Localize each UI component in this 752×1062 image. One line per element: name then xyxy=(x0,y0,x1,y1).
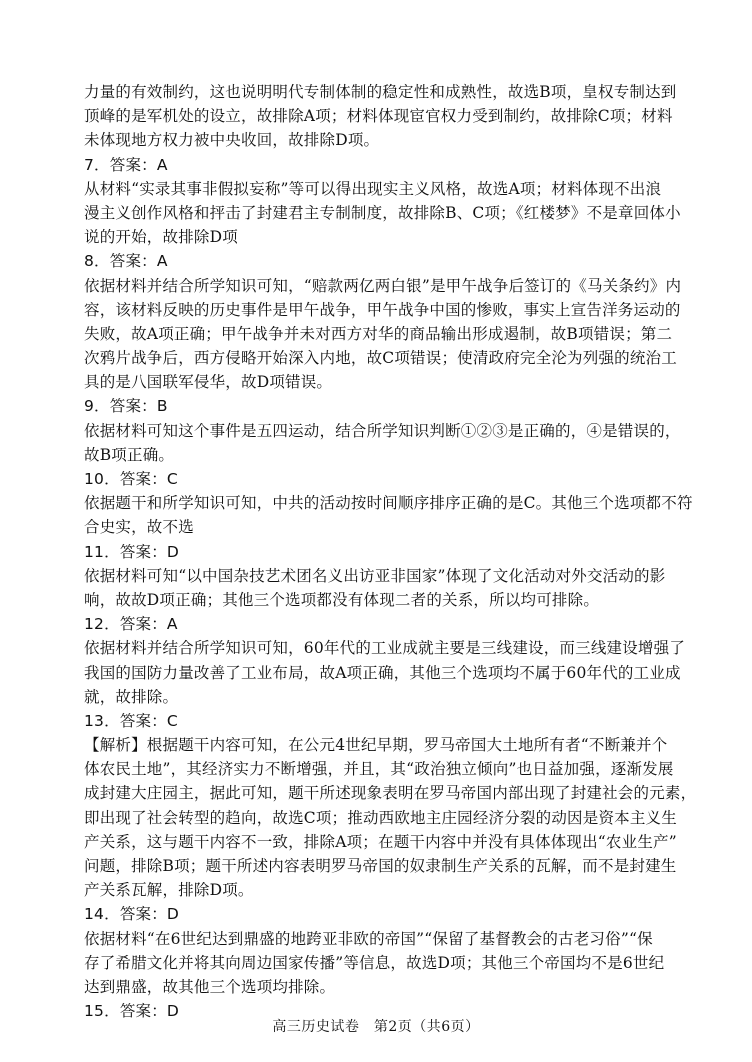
answer-heading: 10．答案：C xyxy=(84,470,178,488)
text-line: 具的是八国联军侵华，故D项错误。 xyxy=(84,373,333,392)
text-line: 合史实，故不选 xyxy=(84,518,194,537)
text-line: 依据材料可知这个事件是五四运动，结合所学知识判断①②③是正确的，④是错误的， xyxy=(84,421,681,440)
text-line: 未体现地方权力被中央收回，故排除D项。 xyxy=(84,131,380,150)
answer-heading: 14．答案：D xyxy=(84,905,180,924)
text-line: 依据材料“在6世纪达到鼎盛的地跨亚非欧的帝国”“保留了基督教会的古老习俗”“保 xyxy=(84,929,653,948)
text-line: 我国的国防力量改善了工业布局，故A项正确，其他三个选项均不属于60年代的工业成 xyxy=(84,663,681,682)
text-line: 依据题干和所学知识可知，中共的活动按时间顺序排序正确的是C。其他三个选项都不符 xyxy=(84,494,693,513)
text-line: 即出现了社会转型的趋向，故选C项；推动西欧地主庄园经济分裂的动因是资本主义生 xyxy=(84,808,677,827)
text-line: 依据材料可知“以中国杂技艺术团名义出访亚非国家”体现了文化活动对外交活动的影 xyxy=(84,566,666,585)
text-line: 体农民土地”，其经济实力不断增强，并且，其“政治独立倾向”也日益加强，逐渐发展 xyxy=(84,760,674,779)
answer-explanations xyxy=(84,80,697,1023)
text-line: 漫主义创作风格和抨击了封建君主专制制度，故排除B、C项；《红楼梦》不是章回体小 xyxy=(84,203,681,222)
text-line: 存了希腊文化并将其向周边国家传播”等信息，故选D项；其他三个帝国均不是6世纪 xyxy=(84,953,665,972)
text-line: 达到鼎盛，故其他三个选项均排除。 xyxy=(84,977,336,996)
text-line: 顶峰的是军机处的设立，故排除A项；材料体现宦官权力受到制约，故排除C项；材料 xyxy=(84,107,673,126)
text-line: 力量的有效制约，这也说明明代专制体制的稳定性和成熟性，故选B项，皇权专制达到 xyxy=(84,83,677,101)
answer-heading: 12．答案：A xyxy=(84,615,178,634)
text-line: 依据材料并结合所学知识可知，60年代的工业成就主要是三线建设，而三线建设增强了 xyxy=(84,639,686,658)
text-line: 产关系瓦解，排除D项。 xyxy=(84,881,254,900)
text-line: 依据材料并结合所学知识可知，“赔款两亿两白银”是甲午战争后签订的《马关条约》内 xyxy=(84,276,682,295)
text-line: 响，故故D项正确；其他三个选项都没有体现二者的关系，所以均可排除。 xyxy=(84,590,600,609)
text-line: 问题，排除B项；题干所述内容表明罗马帝国的奴隶制生产关系的瓦解，而不是封建生 xyxy=(84,857,677,875)
text-line: 从材料“实录其事非假拟妄称”等可以得出现实主义风格，故选A项；材料体现不出浪 xyxy=(84,179,662,198)
answer-heading: 9．答案：B xyxy=(84,397,168,416)
text-line: 失败，故A项正确；甲午战争并未对西方对华的商品输出形成遏制，故B项错误；第二 xyxy=(84,324,673,343)
page-footer: 高三历史试卷 第2页（共6页） xyxy=(272,1019,480,1035)
text-line: 产关系，这与题干内容不一致，排除A项；在题干内容中并没有具体体现出“农业生产” xyxy=(84,832,677,851)
answer-heading: 8．答案：A xyxy=(84,252,168,271)
text-line: 次鸦片战争后，西方侵略开始深入内地，故C项错误；使清政府完全沦为列强的统治工 xyxy=(84,349,677,368)
text-line: 容，该材料反映的历史事件是甲午战争，甲午战争中国的惨败，事实上宣告洋务运动的 xyxy=(84,300,681,319)
answer-heading: 7．答案：A xyxy=(84,155,168,174)
answer-heading: 13．答案：C xyxy=(84,711,178,730)
answer-heading: 15．答案：D xyxy=(84,1002,180,1021)
text-line: 故B项正确。 xyxy=(84,445,175,464)
text-line: 就，故排除。 xyxy=(84,687,179,706)
text-line: 成封建大庄园主，据此可知，题干所述现象表明在罗马帝国内部出现了封建社会的元素， xyxy=(84,784,697,803)
answer-heading: 11．答案：D xyxy=(84,542,180,561)
text-line: 说的开始，故排除D项 xyxy=(84,228,238,247)
text-line: 【解析】根据题干内容可知，在公元4世纪早期，罗马帝国大土地所有者“不断兼并个 xyxy=(84,736,668,755)
